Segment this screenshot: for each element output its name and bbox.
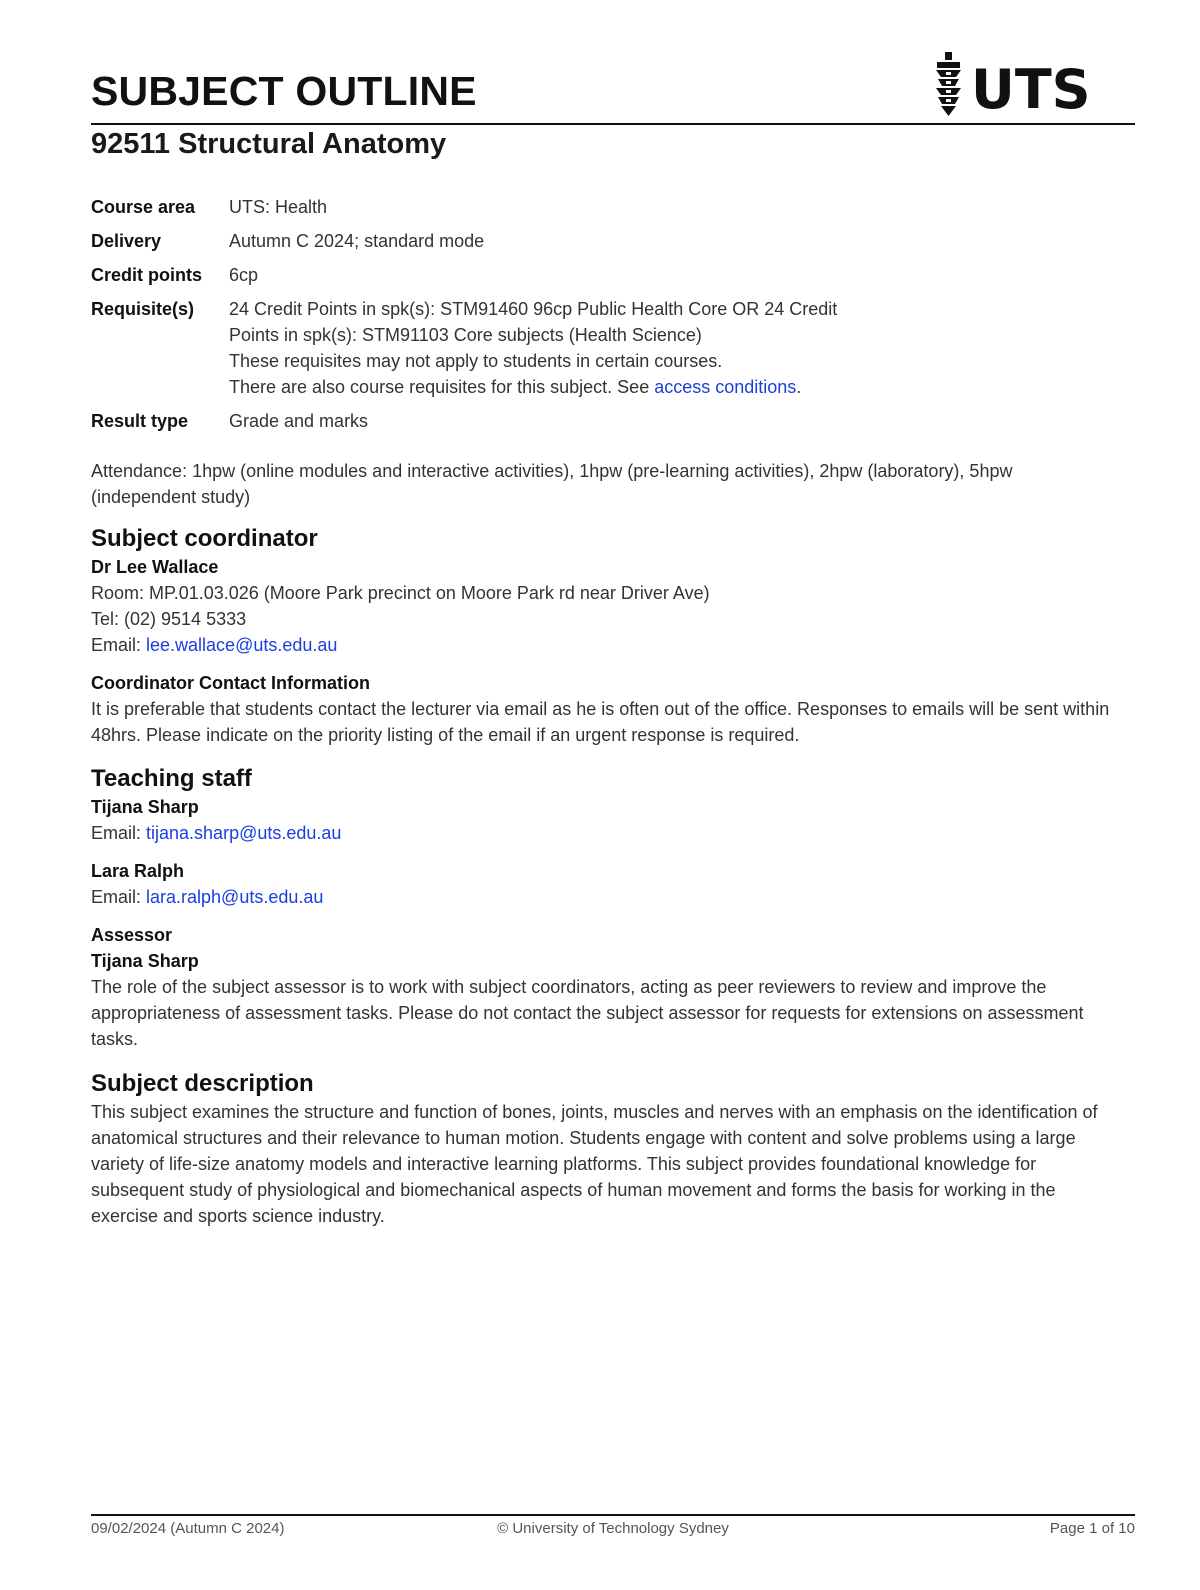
delivery-label: Delivery <box>91 231 162 251</box>
requisites-note: There are also course requisites for this subject. See <box>229 377 655 397</box>
delivery-value: Autumn C 2024; standard mode <box>229 231 485 251</box>
credit-points-label: Credit points <box>91 265 202 285</box>
assessor-heading: Assessor <box>91 925 173 945</box>
requisites-label: Requisite(s) <box>91 299 195 319</box>
email-label: Email: <box>91 635 147 655</box>
email-label: Email: <box>91 823 147 843</box>
teaching-staff-section <box>91 764 1126 1052</box>
uts-logo <box>929 50 1093 122</box>
coordinator-contact-heading: Coordinator Contact Information <box>91 673 370 693</box>
coordinator-email-line <box>91 632 1126 658</box>
subject-description-text: This subject examines the structure and function of bones, joints, muscles and nerves with an emphasis on the identification of anatomical structures and their relevance to human motion. Students engage with content and solve problems using a large variety of life-size anatomy models and interactive learning platforms. This subject provides foundational knowledge for subsequent study of physiological and biomechanical aspects of human movement and forms the basis for working in the exercise and sports science industry. <box>91 1102 1098 1226</box>
staff-email-link[interactable]: lara.ralph@uts.edu.au <box>146 887 324 907</box>
footer-divider <box>91 1514 1135 1516</box>
credit-points-row <box>91 262 1121 288</box>
access-conditions-link[interactable]: access conditions <box>654 377 797 397</box>
subject-title: 92511 Structural Anatomy <box>91 128 447 160</box>
course-area-value: UTS: Health <box>229 197 328 217</box>
assessor-name: Tijana Sharp <box>91 951 199 971</box>
requisites-period: . <box>796 377 802 397</box>
result-type-label: Result type <box>91 411 189 431</box>
credit-points-value: 6cp <box>229 265 259 285</box>
staff-email-link[interactable]: tijana.sharp@uts.edu.au <box>146 823 342 843</box>
requisites-value <box>229 296 1121 400</box>
requisites-line <box>229 374 1121 400</box>
requisites-row <box>91 296 1121 400</box>
title-divider <box>91 123 1135 125</box>
subject-description-heading: Subject description <box>91 1070 314 1097</box>
coordinator-email-link[interactable]: lee.wallace@uts.edu.au <box>146 635 338 655</box>
subject-coordinator-heading: Subject coordinator <box>91 525 318 552</box>
attendance-text: Attendance: 1hpw (online modules and interactive activities), 1hpw (pre-learning activities), 2hpw (laboratory), 5hpw (independent study) <box>91 461 1013 507</box>
coordinator-tel: Tel: (02) 9514 5333 <box>91 609 247 629</box>
coordinator-room: Room: MP.01.03.026 (Moore Park precinct on Moore Park rd near Driver Ave) <box>91 583 710 603</box>
email-label: Email: <box>91 887 147 907</box>
requisites-line: These requisites may not apply to students in certain courses. <box>229 351 723 371</box>
result-type-row <box>91 408 1121 434</box>
document-title: SUBJECT OUTLINE <box>91 68 477 114</box>
staff-email-line <box>91 820 1126 846</box>
subject-description-section <box>91 1069 1126 1229</box>
footer-date: 09/02/2024 (Autumn C 2024) <box>91 1520 285 1537</box>
teaching-staff-heading: Teaching staff <box>91 765 252 792</box>
requisites-line: 24 Credit Points in spk(s): STM91460 96cp Public Health Core OR 24 Credit <box>229 299 838 319</box>
assessor-text: The role of the subject assessor is to work with subject coordinators, acting as peer reviewers to review and improve the appropriateness of assessment tasks. Please do not contact the subject assessor for requests for extensions on assessment tasks. <box>91 977 1084 1049</box>
staff-name: Tijana Sharp <box>91 797 199 817</box>
subject-coordinator-section <box>91 524 1126 748</box>
logo-text: UTS <box>971 58 1091 121</box>
subject-details <box>91 194 1121 442</box>
page-footer <box>91 1518 1135 1540</box>
footer-copyright: © University of Technology Sydney <box>497 1520 729 1537</box>
result-type-value: Grade and marks <box>229 411 369 431</box>
footer-page-number: Page 1 of 10 <box>1049 1520 1135 1537</box>
document-page <box>91 0 1135 1590</box>
staff-name: Lara Ralph <box>91 861 185 881</box>
coordinator-name: Dr Lee Wallace <box>91 557 219 577</box>
requisites-line: Points in spk(s): STM91103 Core subjects (Health Science) <box>229 325 702 345</box>
course-area-row <box>91 194 1121 220</box>
delivery-row <box>91 228 1121 254</box>
staff-email-line <box>91 884 1126 910</box>
coordinator-contact-text: It is preferable that students contact the lecturer via email as he is often out of the office. Responses to emails will be sent within 48hrs. Please indicate on the priority listing of the email if an urgent response is required. <box>91 699 1110 745</box>
course-area-label: Course area <box>91 197 196 217</box>
